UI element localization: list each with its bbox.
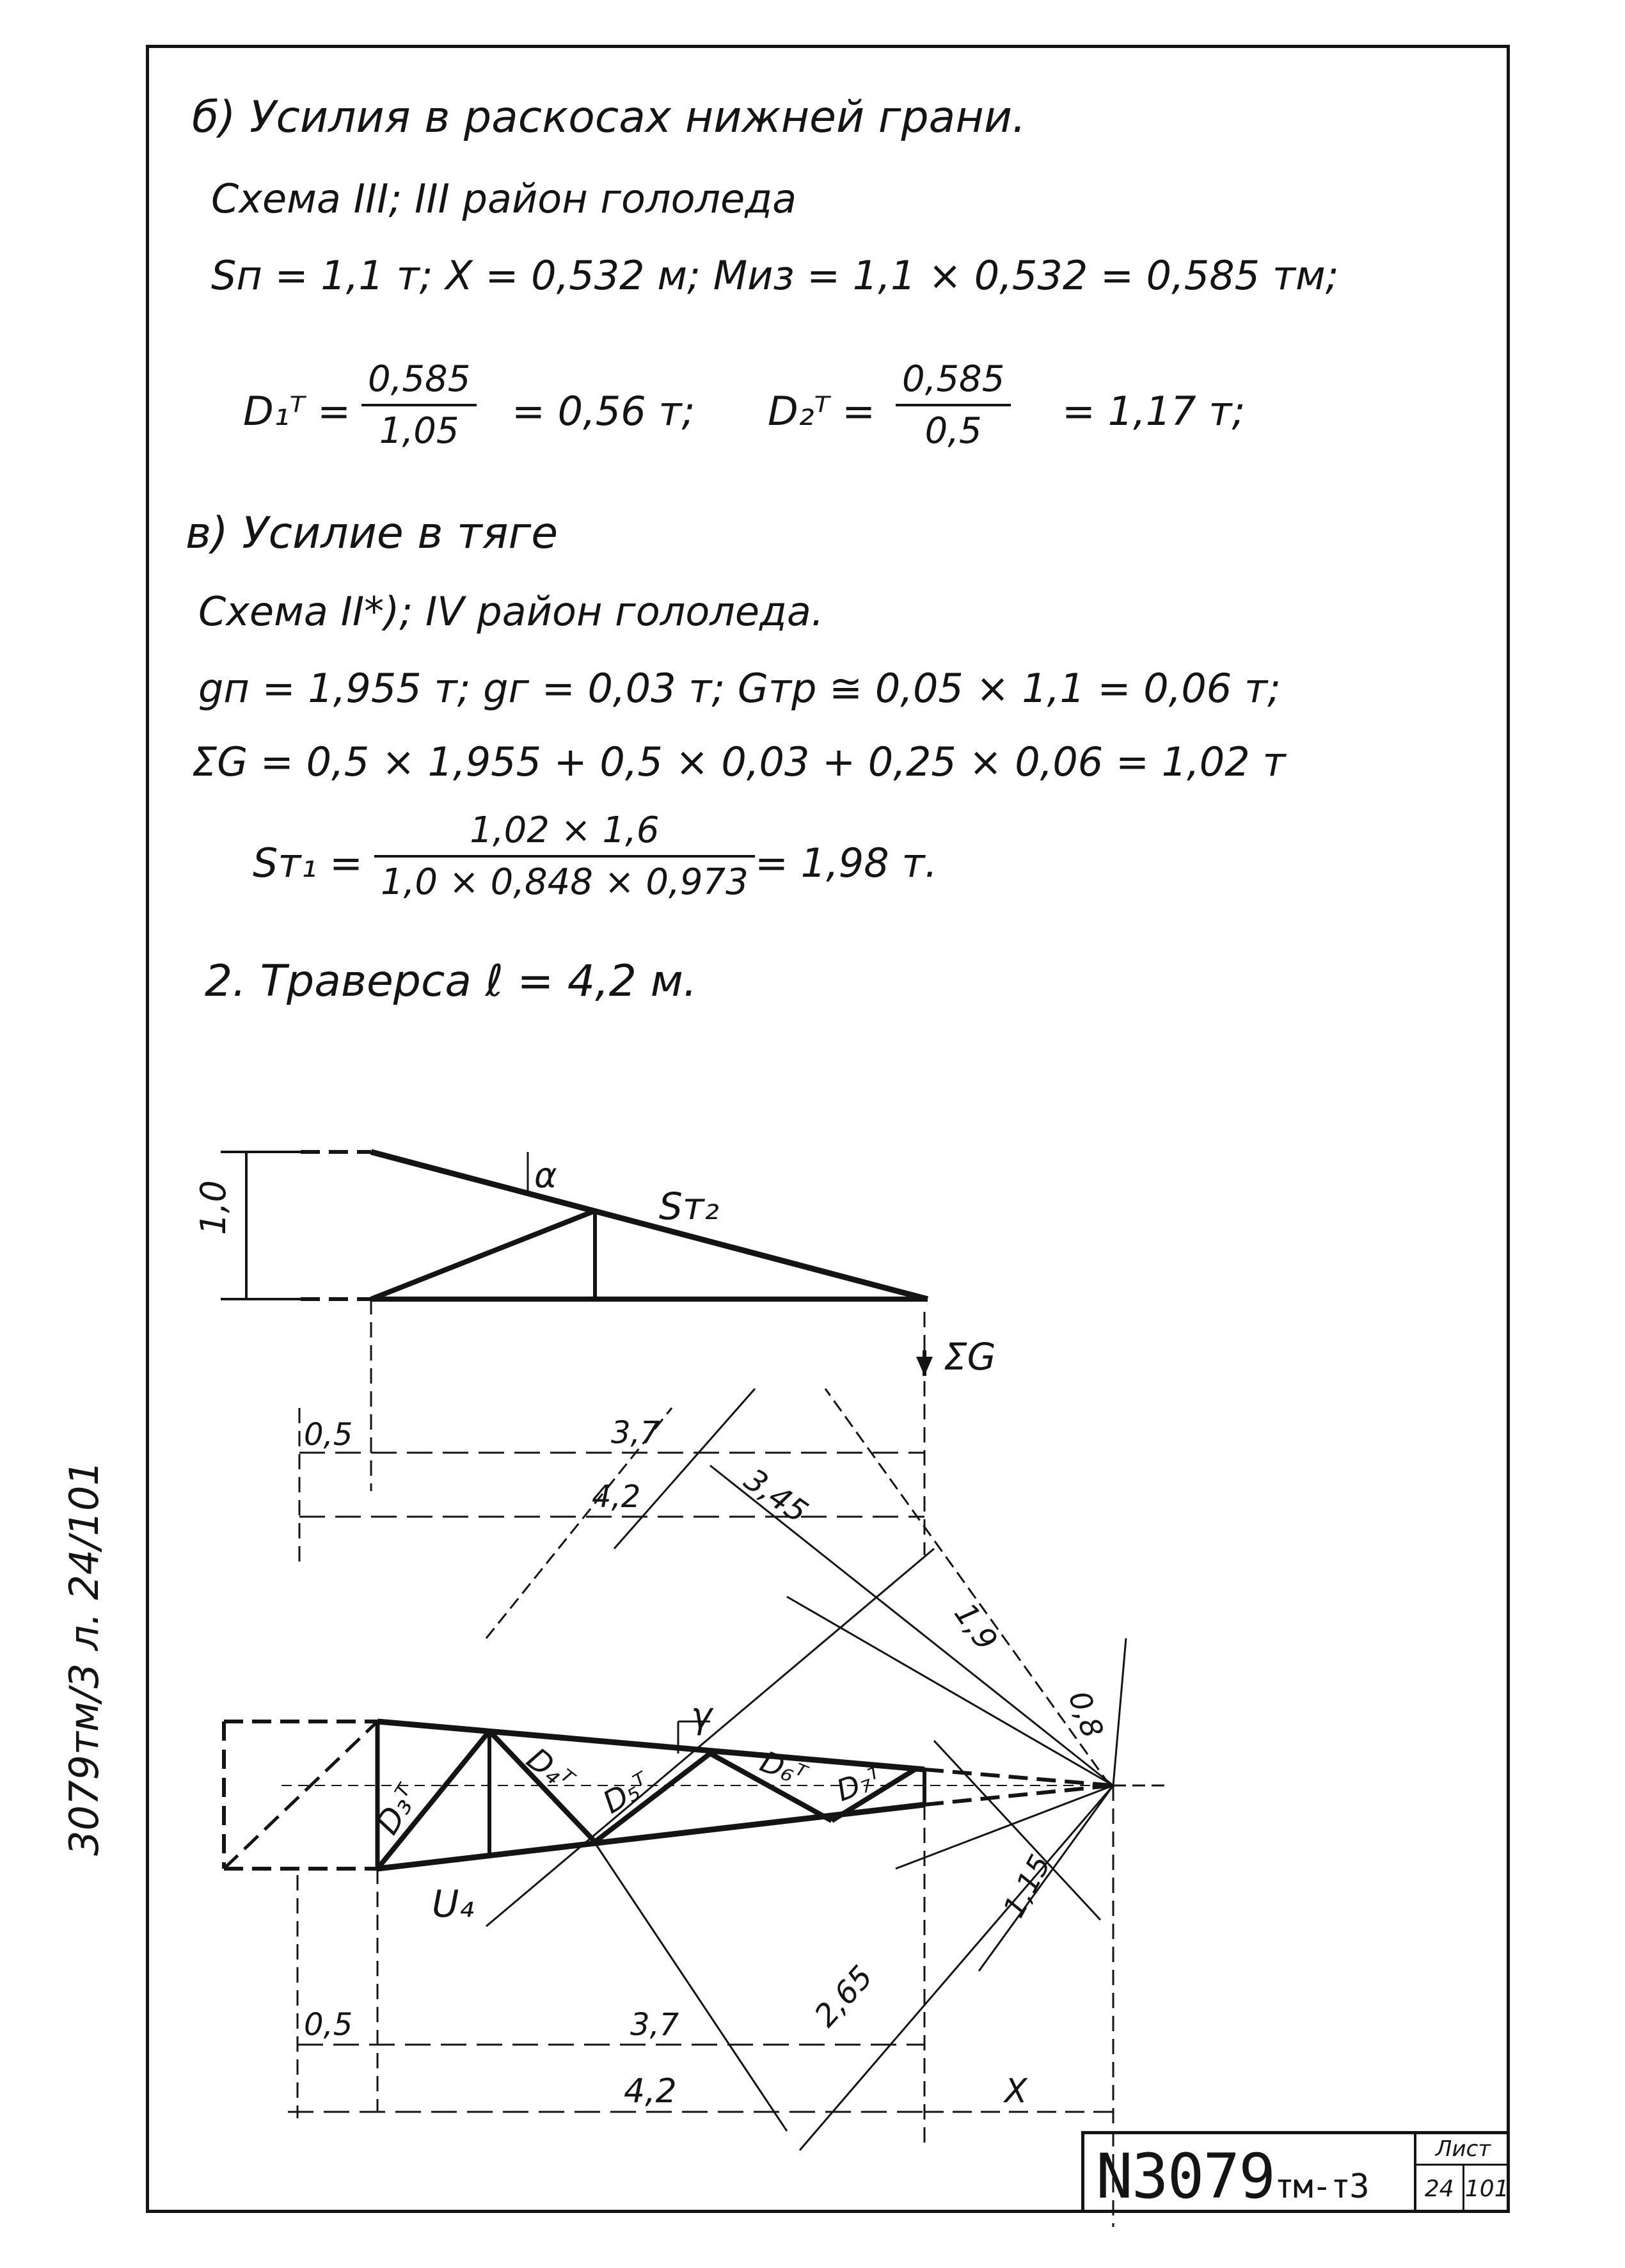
ray-3-45 — [710, 1465, 1113, 1785]
d1-result: = 0,56 т; — [512, 388, 695, 435]
d2-result: = 1,17 т; — [1062, 388, 1246, 435]
chord-ext-upper — [924, 1769, 1113, 1785]
d5-label: D₅ᵀ — [597, 1766, 656, 1821]
sheet-total: 101 — [1462, 2166, 1510, 2213]
load-arrowhead — [916, 1357, 933, 1376]
dim-0-8-label: 0,8 — [1061, 1686, 1111, 1743]
section-v-sum: ΣG = 0,5 × 1,955 + 0,5 × 0,03 + 0,25 × 0,06 = 1,02 т — [192, 739, 1286, 785]
d6-label: D₆ᵀ — [755, 1744, 811, 1794]
section-b-heading: б) Усилия в раскосах нижней грани. — [192, 92, 1026, 143]
ray-0-8 — [1113, 1638, 1126, 1785]
top-dim-0-5: 0,5 — [304, 1417, 353, 1453]
top-diagonal — [371, 1211, 595, 1299]
load-label: ΣG — [944, 1335, 996, 1378]
d7-label: D₇ᵀ — [832, 1760, 887, 1809]
bottom-dim-3-7-label: 3,7 — [630, 2007, 679, 2043]
section-v-heading: в) Усилие в тяге — [186, 508, 559, 559]
bottom-dim-0-5: 0,5 — [304, 2007, 353, 2043]
construction-line-a — [614, 1389, 755, 1549]
top-height-label: 1,0 — [193, 1180, 234, 1235]
section-v-scheme: Схема II*); IV район гололеда. — [198, 588, 824, 635]
ray-pole-left — [896, 1785, 1113, 1869]
st1-denominator: 1,0 × 0,848 × 0,973 — [381, 861, 749, 903]
ray-pole-up — [825, 1389, 1110, 1785]
bottom-dashed-diag — [224, 1721, 377, 1869]
top-dim-4-2-label: 4,2 — [592, 1479, 641, 1515]
diag-3-45-label: 3,45 — [738, 1461, 814, 1531]
title-block-stamp — [1081, 2131, 1510, 2213]
sheet-number-cells — [1414, 2134, 1510, 2213]
ray-dash-a — [486, 1408, 672, 1638]
dim-2-65-label: 2,65 — [807, 1959, 880, 2034]
sheet-label: Лист — [1416, 2134, 1510, 2166]
document-code-number: N3079 — [1096, 2141, 1274, 2212]
section-b-params: Sп = 1,1 т; X = 0,532 м; Mиз = 1,1 × 0,532 = 0,585 тм; — [211, 252, 1339, 299]
dim-1-9-label: 1,9 — [947, 1596, 1004, 1657]
document-code-suffix: тм-т3 — [1274, 2168, 1368, 2206]
d1-numerator: 0,585 — [368, 358, 471, 400]
d1-label: D₁ᵀ = — [243, 388, 351, 435]
chord-ext-lower — [924, 1785, 1113, 1805]
bottom-dim-4-2-label: 4,2 — [624, 2072, 677, 2111]
bottom-upper-chord — [377, 1721, 924, 1769]
d2-label: D₂ᵀ = — [768, 388, 876, 435]
d2-denominator: 0,5 — [924, 410, 982, 452]
d4-label: D₄ᵀ — [519, 1741, 580, 1799]
alpha-label: α — [534, 1155, 557, 1195]
side-reference-note: 3079тм/3 л. 24/101 — [61, 1460, 107, 1856]
bottom-dim-x-label: X — [1004, 2072, 1027, 2111]
traverse-title: 2. Траверса ℓ = 4,2 м. — [205, 956, 697, 1007]
top-dim-3-7-label: 3,7 — [611, 1415, 660, 1451]
top-tie-rod — [371, 1152, 928, 1299]
d1-denominator: 1,05 — [379, 410, 459, 452]
d2-numerator: 0,585 — [902, 358, 1005, 400]
d3-label: D₃ᵀ — [368, 1778, 427, 1841]
section-v-loads: gп = 1,955 т; gг = 0,03 т; Gтр ≅ 0,05 × 1,1 = 0,06 т; — [198, 665, 1281, 712]
document-code — [1096, 2141, 1368, 2212]
gamma-label: γ — [691, 1695, 713, 1737]
st1-numerator: 1,02 × 1,6 — [470, 810, 660, 851]
top-truss — [221, 1152, 933, 1561]
st1-label: Sт₁ = — [253, 840, 363, 886]
section-b-scheme: Схема III; III район гололеда — [211, 175, 797, 222]
u4-label: U₄ — [432, 1882, 474, 1926]
st1-result: = 1,98 т. — [755, 840, 938, 886]
sheet-number: 24 — [1424, 2176, 1454, 2202]
dim-1-15-label: 1,15 — [996, 1849, 1058, 1924]
force-st2-label: Sт₂ — [659, 1185, 719, 1228]
